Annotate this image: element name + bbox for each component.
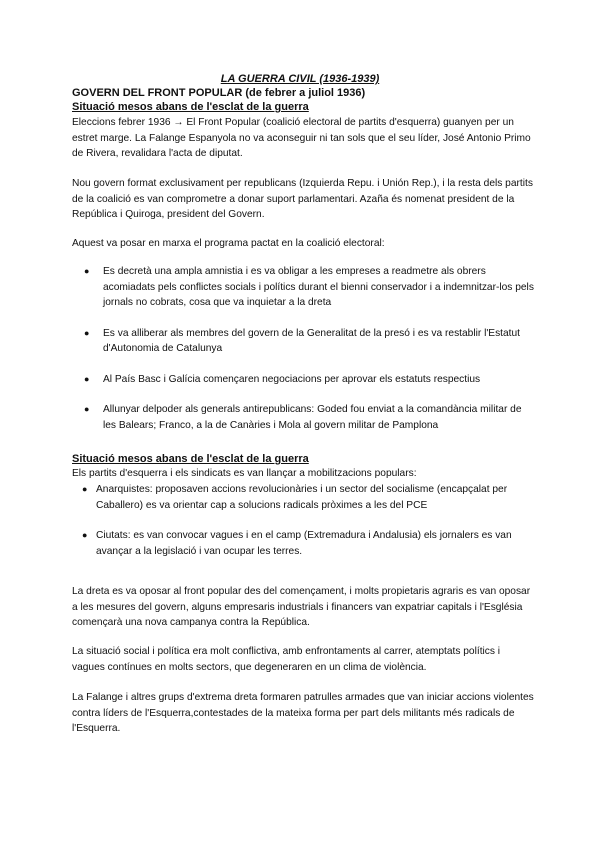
paragraph-eleccions: Eleccions febrer 1936 → El Front Popular (coalició electoral de partits d'esquerra) guanyen per un estret marge. La Falange Espanyola no va aconseguir ni tan sols que el seu líder, José Antonio Primo de Rivera, revalidara l'acta de diputat. [72, 117, 531, 159]
bullet-dot-icon: ● [84, 373, 90, 384]
list-item [82, 372, 534, 388]
section-subheading-2: Situació mesos abans de l'esclat de la guerra [72, 453, 309, 465]
list-item [82, 528, 534, 559]
list-item-text: Allunyar delpoder als generals antirepublicans: Goded fou enviat a la comandància militar de les Balears; Franco, a la de Canàries i Mola al govern militar de Pamplona [103, 404, 522, 431]
list-item-text: Al País Basc i Galícia començaren negociacions per aprovar els estatuts respectius [103, 373, 481, 385]
mobilitzacions-list [82, 482, 534, 574]
bullet-dot-icon: ● [84, 266, 90, 276]
paragraph-programa: Aquest va posar en marxa el programa pactat en la coalició electoral: [72, 238, 385, 249]
bullet-dot-icon: ● [84, 404, 90, 414]
list-item [82, 264, 534, 311]
bullet-dot-icon: ● [82, 530, 88, 540]
document-title: LA GUERRA CIVIL (1936-1939) [220, 73, 380, 85]
section-heading-govern: GOVERN DEL FRONT POPULAR (de febrer a juliol 1936) [72, 87, 366, 99]
list-item-text: Anarquistes: proposaven accions revolucionàries i un sector del socialisme (encapçalat per Caballero) es va orientar cap a solucions radicals pròximes a les del PCE [96, 484, 508, 511]
paragraph-dreta: La dreta es va oposar al front popular des del començament, i molts propietaris agraris es van oposar a les mesures del govern, alguns empresaris industrials i financers van expatriar capitals i l'Església començarà una nova campanya contra la República. [72, 586, 531, 628]
bullet-dot-icon: ● [84, 327, 90, 338]
paragraph-falange: La Falange i altres grups d'extrema dreta formaren patrulles armades que van iniciar accions violentes contra líders de l'Esquerra,contestades de la mateixa forma per part dels militants més radicals de l'Esquerra. [72, 692, 534, 734]
list-item [82, 482, 534, 513]
bullet-dot-icon: ● [82, 484, 88, 494]
section-govern [72, 86, 534, 114]
list-item [82, 402, 534, 433]
paragraph-nou-govern: Nou govern format exclusivament per republicans (Izquierda Repu. i Unión Rep.), i la resta dels partits de la coalició es van comprometre a donar suport parlamentari. Azaña és nomenat president de la República i Quiroga, president del Govern. [72, 178, 533, 220]
paragraph-situacio-social: La situació social i política era molt conflictiva, amb enfrontaments al carrer, atemptats polítics i vagues contínues en molts sectors, que degeneraren en un clima de violència. [72, 646, 501, 673]
list-item-text: Es va alliberar als membres del govern de la Generalitat de la presó i es va restablir l'Estatut d'Autonomia de Catalunya [103, 327, 521, 354]
programa-list [82, 264, 534, 448]
list-item [82, 326, 534, 357]
list-item-text: Ciutats: es van convocar vagues i en el camp (Extremadura i Andalusia) els jornalers es van avançar a la legislació i van ocupar les terres. [96, 530, 512, 557]
list-item-text: Es decretà una ampla amnistia i es va obligar a les empreses a readmetre als obrers acomiadats pels conflictes socials i polítics durant el bienni conservador i a indemnitzar-los pels jornals no cobrats, cosa que va inquietar a la dreta [103, 266, 534, 308]
section-mobilitzacions [72, 452, 534, 466]
paragraph-mobilitzacions-intro: Els partits d'esquerra i els sindicats es van llançar a mobilitzacions populars: [72, 468, 417, 479]
section-subheading-1: Situació mesos abans de l'esclat de la guerra [72, 101, 309, 113]
